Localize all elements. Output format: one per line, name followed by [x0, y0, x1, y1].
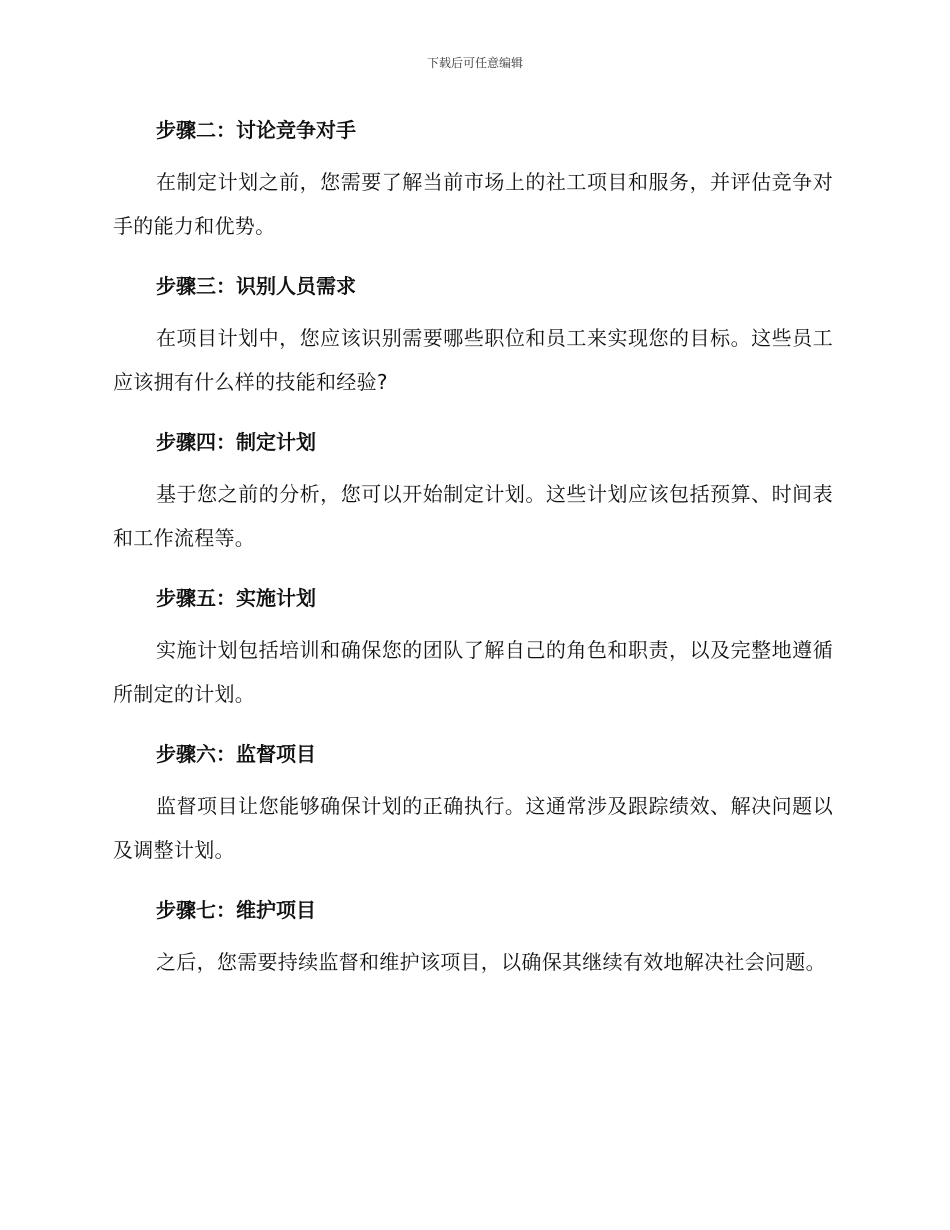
section-heading: 步骤三：识别人员需求	[156, 274, 356, 298]
header-note: 下载后可任意编辑	[426, 56, 523, 70]
section-paragraph: 实施计划包括培训和确保您的团队了解自己的角色和职责，以及完整地遵循所制定的计划。	[113, 638, 833, 706]
section-step-5	[113, 576, 833, 716]
section-paragraph: 之后，您需要持续监督和维护该项目，以确保其继续有效地解决社会问题。	[156, 950, 826, 974]
document-content	[113, 108, 833, 1000]
section-paragraph: 监督项目让您能够确保计划的正确执行。这通常涉及跟踪绩效、解决问题以及调整计划。	[113, 794, 833, 862]
section-step-6	[113, 732, 833, 872]
section-heading: 步骤四：制定计划	[156, 430, 316, 454]
section-heading: 步骤七：维护项目	[156, 898, 316, 922]
section-step-7	[113, 888, 833, 984]
section-step-2	[113, 108, 833, 248]
section-paragraph: 基于您之前的分析，您可以开始制定计划。这些计划应该包括预算、时间表和工作流程等。	[113, 482, 833, 550]
section-paragraph: 在制定计划之前，您需要了解当前市场上的社工项目和服务，并评估竞争对手的能力和优势。	[113, 170, 833, 238]
section-paragraph: 在项目计划中，您应该识别需要哪些职位和员工来实现您的目标。这些员工应该拥有什么样的技能和经验?	[113, 326, 833, 394]
section-heading: 步骤六：监督项目	[156, 742, 316, 766]
section-step-3	[113, 264, 833, 404]
section-step-4	[113, 420, 833, 560]
section-heading: 步骤二：讨论竞争对手	[156, 118, 356, 142]
section-heading: 步骤五：实施计划	[156, 586, 316, 610]
